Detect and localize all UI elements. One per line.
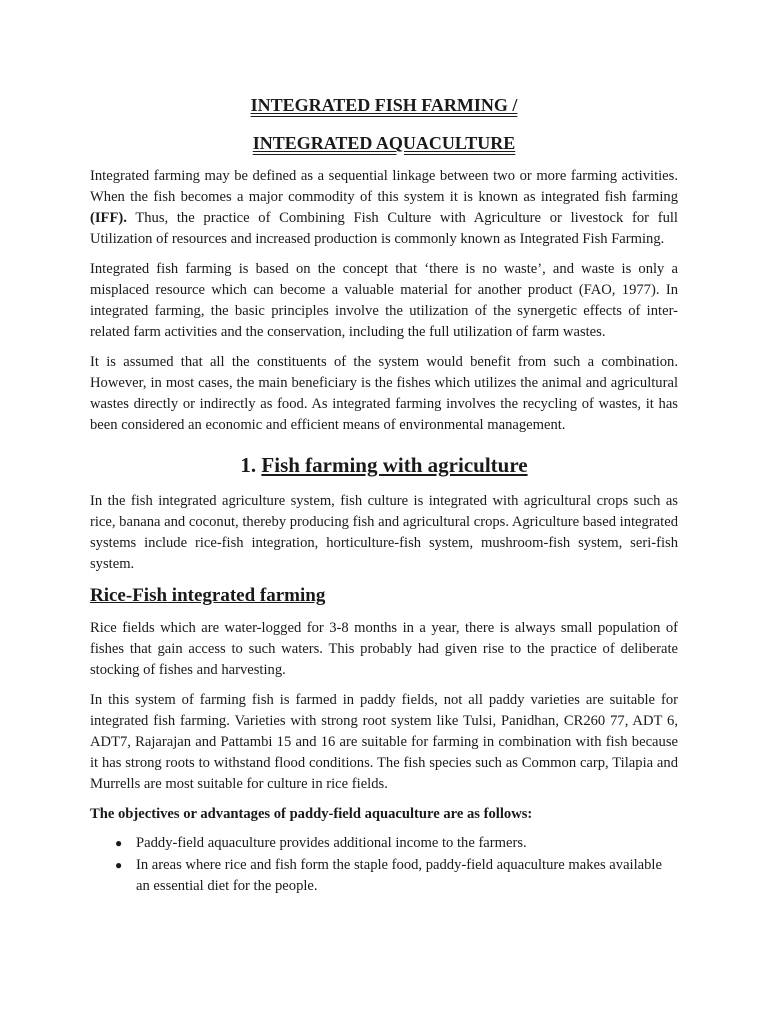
section-1-number: 1.: [240, 453, 257, 477]
list-item: [115, 855, 678, 897]
intro-paragraph-1-text-b: Thus, the practice of Combining Fish Culture with Agriculture or livestock for full Utilization of resources and increased production is commonly known as Integrated Fish Farming.: [90, 210, 678, 247]
intro-paragraph-1: [90, 166, 678, 250]
section-1-paragraph: In the fish integrated agriculture system, fish culture is integrated with agricultural crops such as rice, banana and coconut, thereby producing fish and agricultural crops. Agriculture based integrated systems include rice-fish integration, horticulture-fish system, mushroom-fish system, seri-fish system.: [90, 493, 678, 572]
rice-fish-paragraph-1: Rice fields which are water-logged for 3-8 months in a year, there is always small population of fishes that gain access to such waters. This probably had given rise to the practice of deliberate stocking of fishes and harvesting.: [90, 620, 678, 678]
intro-paragraph-2: Integrated fish farming is based on the concept that ‘there is no waste’, and waste is only a misplaced resource which can become a valuable material for another product (FAO, 1977). In integrated farming, the basic principles involve the utilization of the synergetic effects of inter-related farm activities and the conservation, including the full utilization of farm wastes.: [90, 261, 678, 340]
rice-fish-heading: Rice-Fish integrated farming: [90, 585, 326, 606]
section-1-heading: [90, 452, 678, 478]
list-item: [115, 833, 678, 854]
rice-fish-paragraph-2: In this system of farming fish is farmed in paddy fields, not all paddy varieties are suitable for integrated fish farming. Varieties with strong root system like Tulsi, Panidhan, CR260 77, ADT 6, ADT7, Rajarajan and Pattambi 15 and 16 are suitable for farming in combination with fish because it has strong roots to withstand flood conditions. The fish species such as Common carp, Tilapia and Murrells are most suitable for culture in rice fields.: [90, 692, 678, 792]
objectives-list: [90, 833, 678, 897]
intro-paragraph-1-text-a: Integrated farming may be defined as a sequential linkage between two or more farming activities. When the fish becomes a major commodity of this system it is known as integrated fish farming: [90, 168, 678, 205]
iff-abbreviation: (IFF).: [90, 210, 127, 226]
document-page: [90, 94, 678, 898]
section-1-title: Fish farming with agriculture: [261, 453, 528, 477]
document-title-line-1-text: INTEGRATED FISH FARMING /: [250, 95, 518, 115]
document-title-line-2: [90, 132, 678, 154]
objectives-heading: The objectives or advantages of paddy-field aquaculture are as follows:: [90, 806, 533, 822]
document-title-line-1: [90, 94, 678, 116]
bullet-icon: ●: [115, 858, 123, 872]
list-item-text: In areas where rice and fish form the staple food, paddy-field aquaculture makes available an essential diet for the people.: [136, 857, 662, 894]
document-title-line-2-text: INTEGRATED AQUACULTURE: [252, 133, 516, 153]
bullet-icon: ●: [115, 836, 123, 850]
list-item-text: Paddy-field aquaculture provides additional income to the farmers.: [136, 835, 527, 851]
intro-paragraph-3: It is assumed that all the constituents of the system would benefit from such a combination. However, in most cases, the main beneficiary is the fishes which utilizes the animal and agricultural wastes directly or indirectly as food. As integrated farming involves the recycling of wastes, it has been considered an economic and efficient means of environmental management.: [90, 354, 678, 433]
